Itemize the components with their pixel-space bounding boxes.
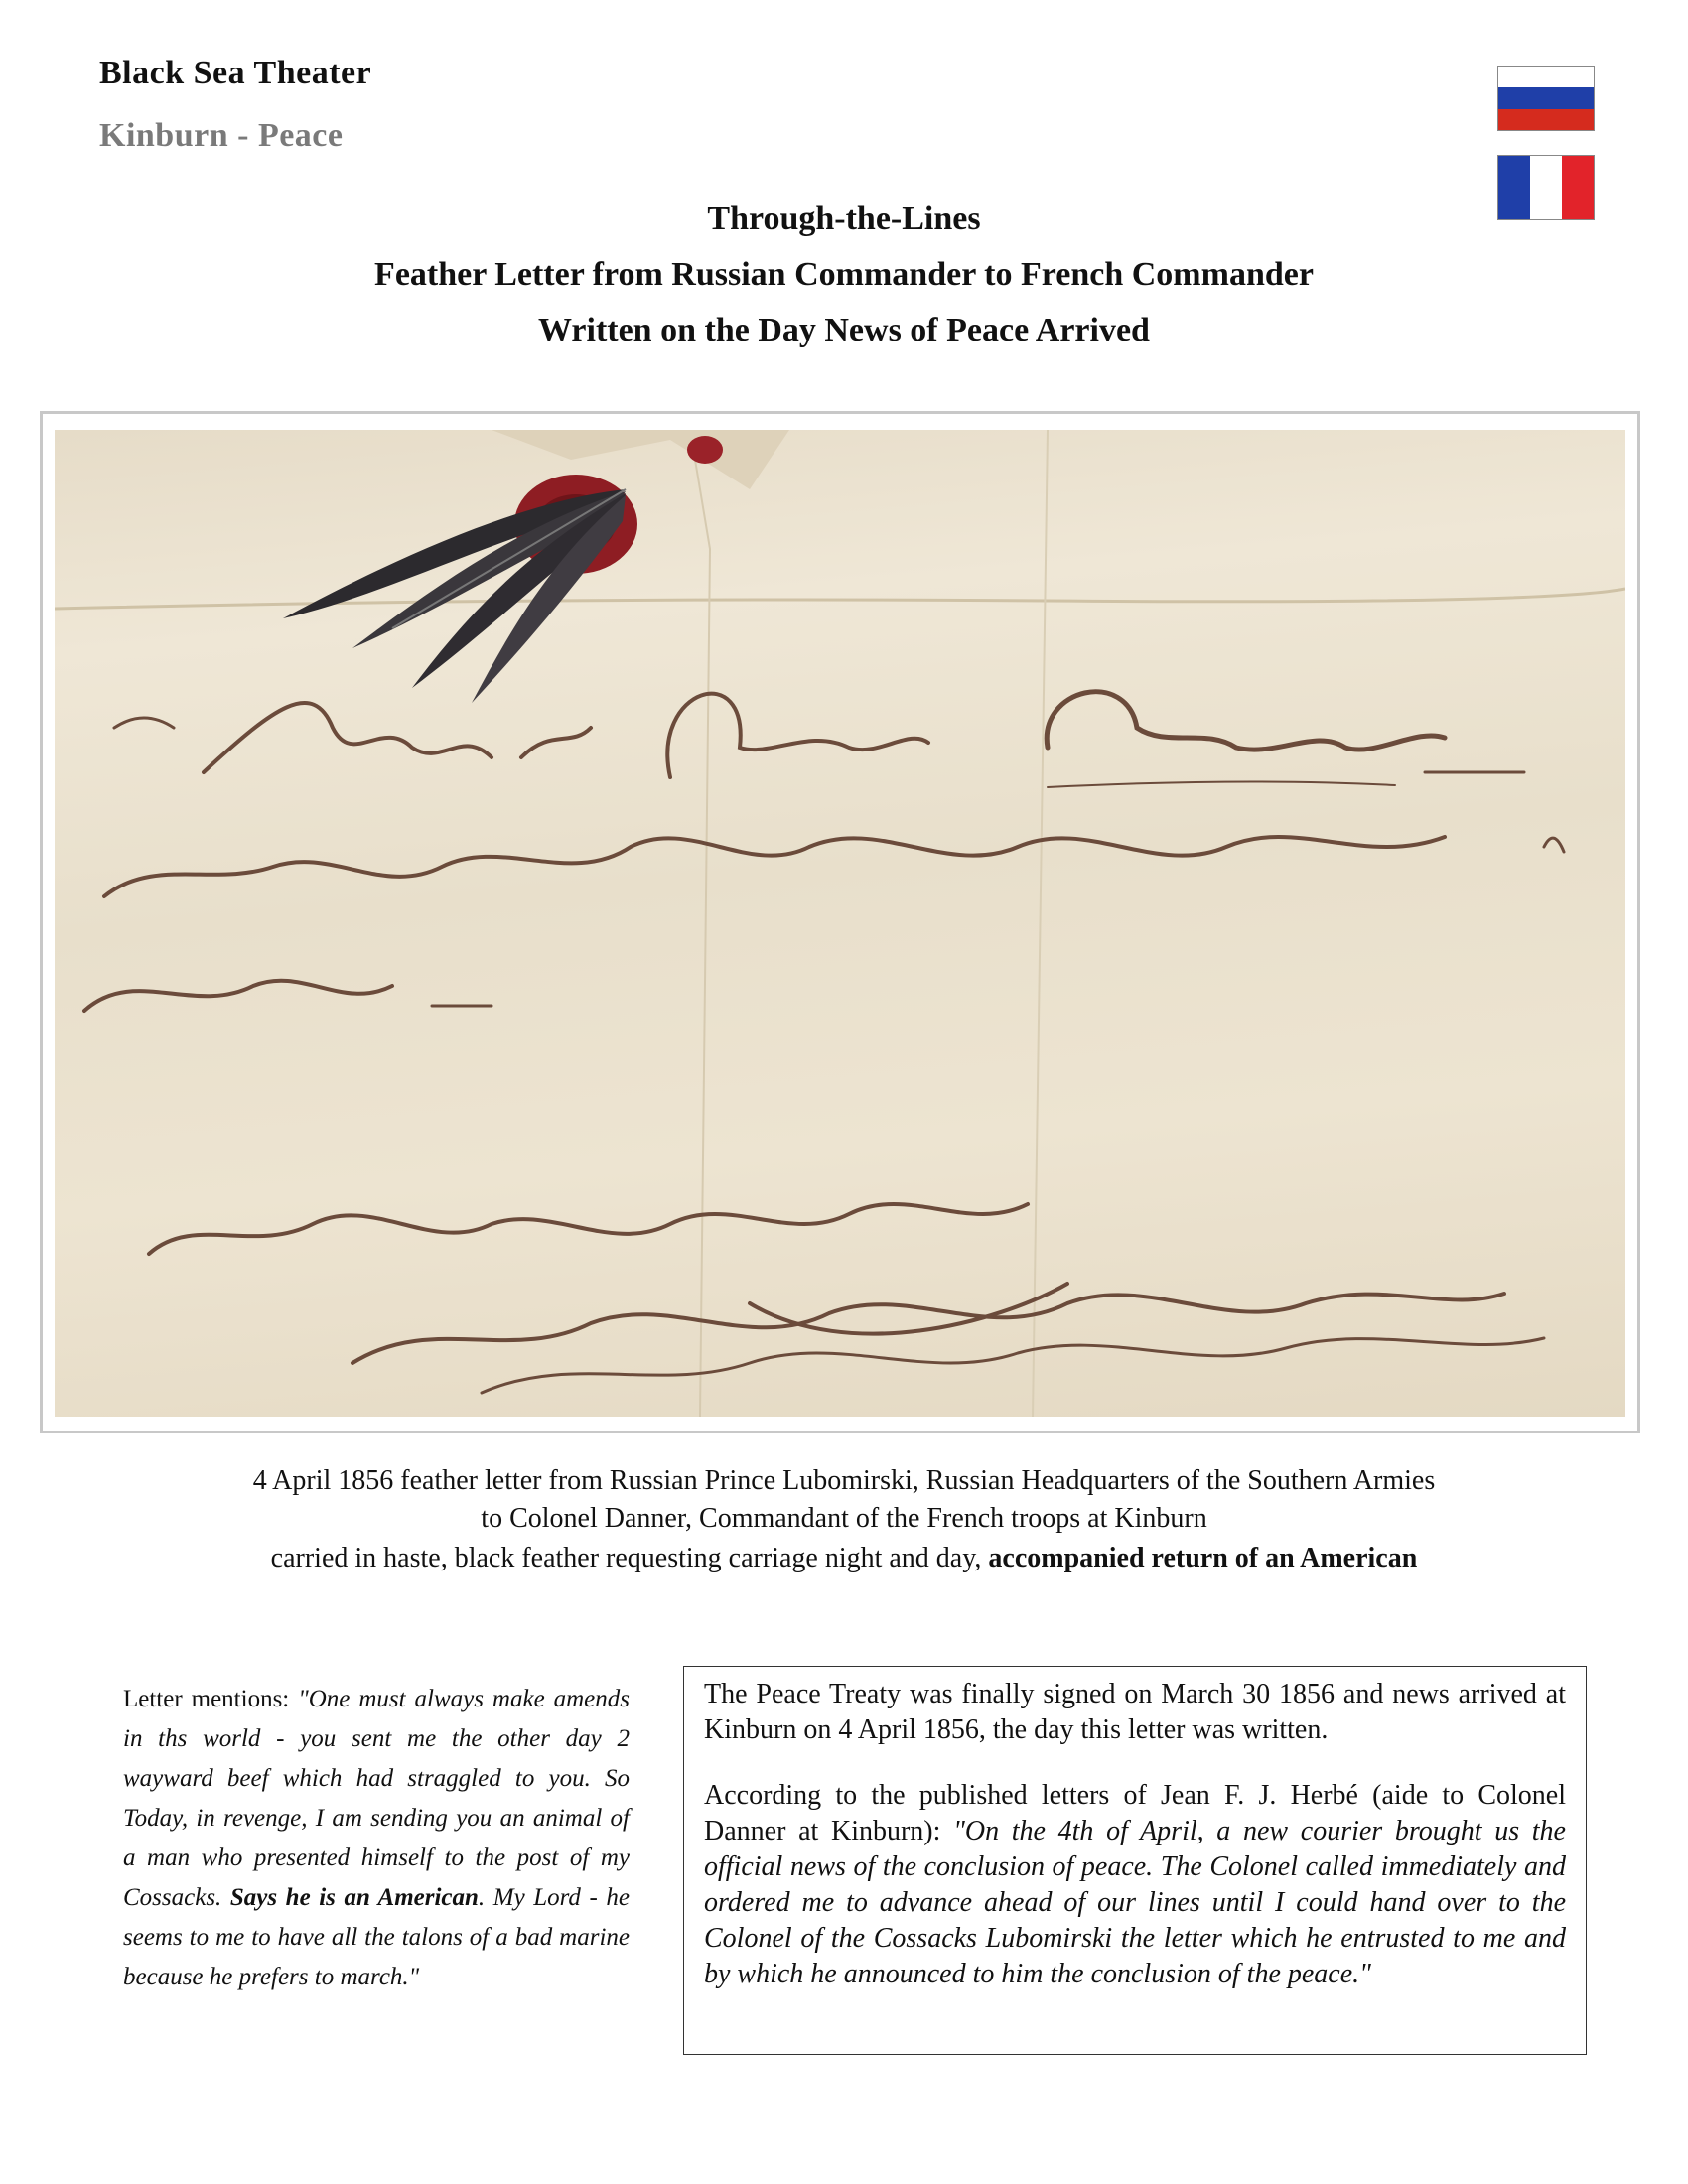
- heading-line-1: Through-the-Lines: [707, 201, 981, 237]
- herbe-quote: "On the 4th of April, a new courier brought us the official news of the conclusion of peace. The Colonel called immediately and ordered me to advance ahead of our lines until I could hand over to the Colonel of the Cossacks Lubomirski the letter which he entrusted to me and by which he announced to him the conclusion of the peace.": [704, 1816, 1566, 1989]
- black-feather-icon: [283, 489, 626, 703]
- fold-line: [1033, 430, 1048, 1417]
- letter-quote-part-2: . My Lord - he seems to me to have all the talons of a bad marine because he prefers to march.": [123, 1884, 630, 1990]
- russia-flag-stripe-red: [1498, 109, 1594, 130]
- peace-treaty-note-box: [683, 1666, 1587, 2055]
- page-title: Black Sea Theater: [99, 55, 372, 91]
- russia-flag-stripe-white: [1498, 67, 1594, 87]
- russia-flag-icon: [1497, 66, 1595, 131]
- handwriting: [84, 692, 1564, 1393]
- fold-line: [55, 589, 1625, 609]
- caption-line-1: 4 April 1856 feather letter from Russian Prince Lubomirski, Russian Headquarters of the Southern Armies: [252, 1465, 1436, 1496]
- letter-quote-emphasis: Says he is an American: [229, 1884, 479, 1911]
- letter-photo-frame: [40, 411, 1640, 1433]
- herbe-letters-paragraph: [704, 1778, 1566, 1992]
- peace-treaty-paragraph: The Peace Treaty was finally signed on March 30 1856 and news arrived at Kinburn on 4 April 1856, the day this letter was written.: [704, 1679, 1566, 1745]
- fold-line: [690, 430, 710, 1417]
- feather-letter-illustration: [55, 430, 1625, 1417]
- letter-quote-part-1: "One must always make amends in ths world - you sent me the other day 2 wayward beef which had straggled to you. So Today, in revenge, I am sending you an animal of a man who presented himself to the post of my Cossacks.: [123, 1686, 631, 1911]
- feather-letter-image: [55, 430, 1625, 1417]
- letter-mentions-note: [123, 1680, 630, 1997]
- heading-line-2: Feather Letter from Russian Commander to French Commander: [374, 256, 1314, 293]
- heading-line-3: Written on the Day News of Peace Arrived: [538, 312, 1150, 348]
- page-subtitle: Kinburn - Peace: [99, 117, 344, 154]
- letter-mentions-label: Letter mentions:: [123, 1686, 299, 1712]
- wax-seal-fragment: [687, 436, 723, 464]
- torn-edge: [492, 430, 789, 489]
- caption-line-3-emphasis: accompanied return of an American: [988, 1543, 1418, 1573]
- caption-line-3: [0, 1543, 1688, 1574]
- caption-line-2: to Colonel Danner, Commandant of the French troops at Kinburn: [481, 1503, 1207, 1534]
- herbe-intro: According to the published letters of Jean F. J. Herbé (aide to Colonel Danner at Kinburn):: [704, 1780, 1566, 1846]
- russia-flag-stripe-blue: [1498, 87, 1594, 108]
- caption-line-3-text: carried in haste, black feather requesting carriage night and day,: [270, 1543, 989, 1573]
